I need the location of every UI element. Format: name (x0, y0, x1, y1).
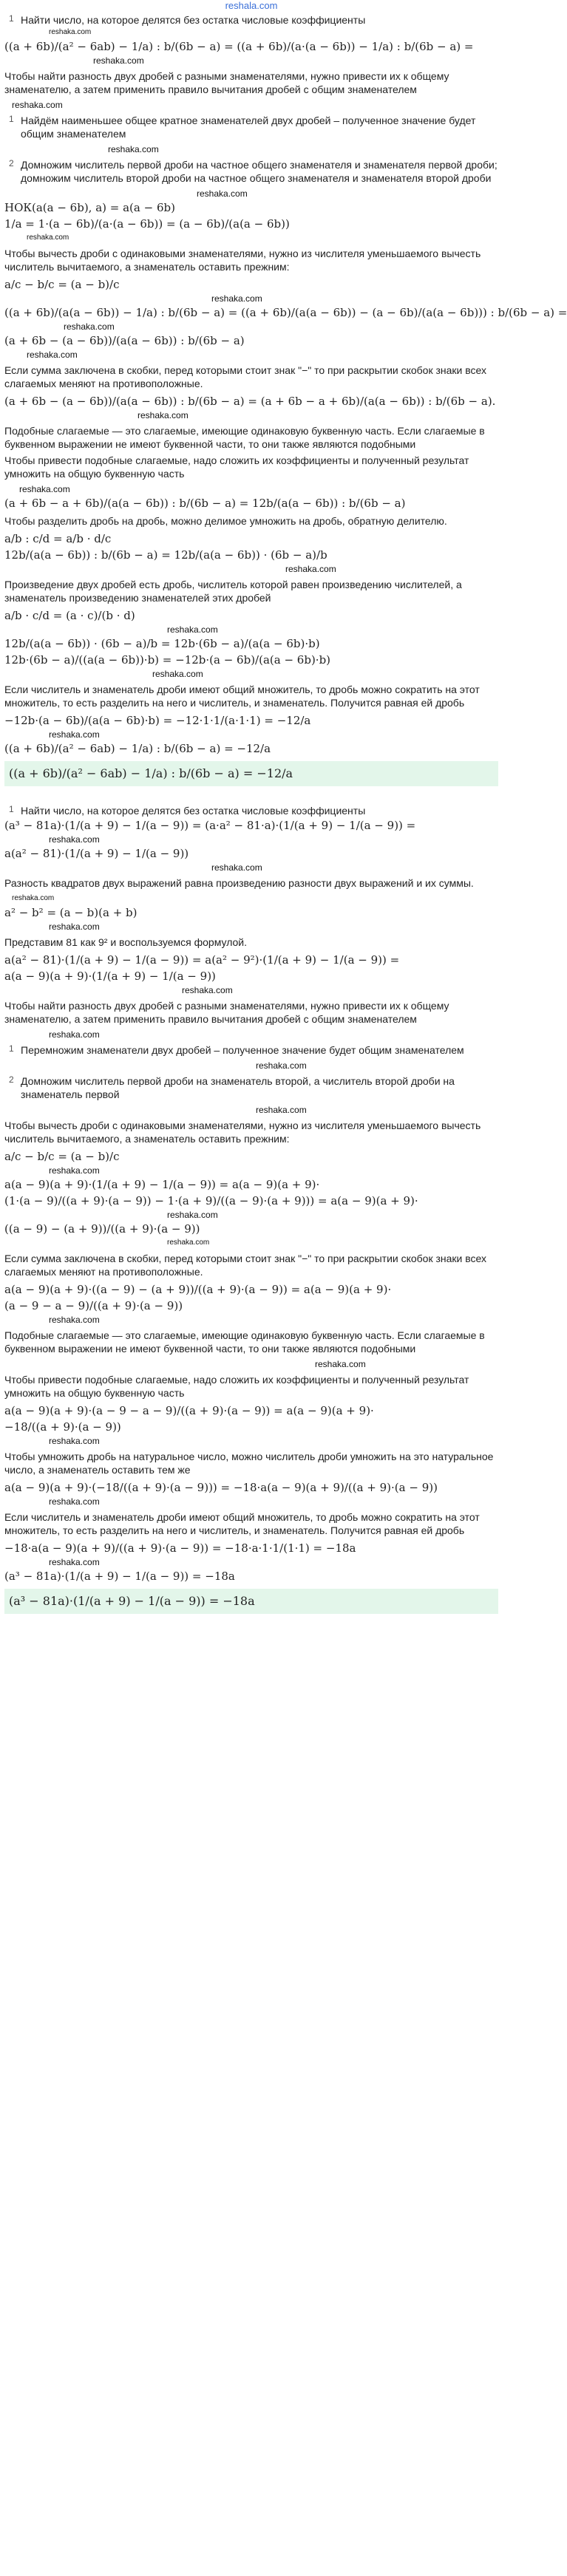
watermark: reshaka.com (49, 1029, 100, 1040)
watermark: reshaka.com (167, 1210, 218, 1220)
watermark: reshaka.com (211, 293, 262, 304)
watermark: reshaka.com (137, 410, 189, 420)
step-text: Домножим числитель первой дроби на частное общего знаменателя и знаменателя первой дроби; домножим числитель второй дроби на частное общего знаменателя и знаменателя второй дроби (21, 159, 498, 184)
step-item (4, 114, 498, 140)
watermark: reshaka.com (315, 1359, 366, 1369)
task-line (4, 804, 498, 817)
watermark: reshaka.com (211, 862, 262, 873)
math-expression: (a + 6b − (a − 6b))/(a(a − 6b)) : b/(6b − a) = (a + 6b − a + 6b)/(a(a − 6b)) : b/(6b − a). (4, 395, 496, 408)
math-expression: ((a + 6b)/(a² − 6ab) − 1/a) : b/(6b − a) = −12/a (4, 742, 271, 755)
math-expression: 1/a = 1·(a − 6b)/(a·(a − 6b)) = (a − 6b)/(a(a − 6b)) (4, 217, 290, 231)
watermark: reshaka.com (27, 350, 78, 360)
step-item (4, 1074, 498, 1101)
math-expression: (1·(a − 9)/((a + 9)·(a − 9)) − 1·(a + 9)/((a − 9)·(a + 9))) = a(a − 9)(a + 9)· (4, 1194, 418, 1207)
math-rule: a/c − b/c = (a − b)/c (4, 1150, 120, 1163)
math-expression: НОК(a(a − 6b), a) = a(a − 6b) (4, 201, 175, 214)
math-expression: a(a − 9)(a + 9)·(1/(a + 9) − 1/(a − 9)) (4, 970, 216, 983)
site-header[interactable]: reshala.com (225, 0, 278, 11)
paragraph: Чтобы разделить дробь на дробь, можно делимое умножить на дробь, обратную делителю. (4, 515, 447, 527)
math-expression: 12b·(6b − a)/((a(a − 6b))·b) = −12b·(a − 6b)/(a(a − 6b)·b) (4, 653, 331, 667)
watermark: reshaka.com (27, 234, 69, 242)
watermark: reshaka.com (108, 144, 159, 154)
watermark: reshaka.com (93, 55, 144, 66)
watermark: reshaka.com (256, 1060, 307, 1071)
math-expression: a(a − 9)(a + 9)·(1/(a + 9) − 1/(a − 9)) = a(a − 9)(a + 9)· (4, 1178, 320, 1191)
watermark: reshaka.com (12, 100, 63, 110)
step-number: 1 (9, 804, 14, 814)
watermark: reshaka.com (197, 188, 248, 199)
watermark: reshaka.com (49, 1496, 100, 1507)
math-expression: (a + 6b − a + 6b)/(a(a − 6b)) : b/(6b − a) = 12b/(a(a − 6b)) : b/(6b − a) (4, 497, 406, 510)
math-expression: (a − 9 − a − 9)/((a + 9)·(a − 9)) (4, 1299, 183, 1312)
answer-box: ((a + 6b)/(a² − 6ab) − 1/a) : b/(6b − a) = −12/a (4, 761, 498, 786)
step-number: 2 (9, 158, 14, 168)
math-expression: −18/((a + 9)·(a − 9)) (4, 1420, 121, 1434)
step-number: 1 (9, 114, 14, 124)
paragraph: Представим 81 как 9² и воспользуемся формулой. (4, 936, 248, 948)
step-text: Перемножим знаменатели двух дробей – полученное значение будет общим знаменателем (21, 1044, 464, 1056)
watermark: reshaka.com (19, 484, 70, 494)
step-number: 1 (9, 13, 14, 24)
paragraph: Если сумма заключена в скобки, перед которыми стоит знак "−" то при раскрытии скобок знаки всех слагаемых меняют на противоположные. (4, 364, 487, 389)
paragraph: Чтобы привести подобные слагаемые, надо сложить их коэффициенты и полученный результат умножить на общую буквенную часть (4, 454, 469, 480)
watermark: reshaka.com (49, 28, 92, 36)
math-expression: (a + 6b − (a − 6b))/(a(a − 6b)) : b/(6b − a) (4, 334, 245, 347)
answer-box: (a³ − 81a)·(1/(a + 9) − 1/(a − 9)) = −18a (4, 1589, 498, 1614)
watermark: reshaka.com (167, 1238, 210, 1247)
math-expression: a(a − 9)(a + 9)·(a − 9 − a − 9)/((a + 9)·(a − 9)) = a(a − 9)(a + 9)· (4, 1404, 374, 1417)
watermark: reshaka.com (167, 624, 218, 635)
watermark: reshaka.com (49, 921, 100, 932)
paragraph: Чтобы умножить дробь на натуральное число, можно числитель дроби умножить на это натуральное число, а знаменатель оставить тем же (4, 1451, 494, 1476)
paragraph: Чтобы вычесть дроби с одинаковыми знаменателями, нужно из числителя уменьшаемого вычесть числитель вычитаемого, а знаменатель оставить прежним: (4, 1120, 481, 1145)
paragraph: Подобные слагаемые — это слагаемые, имеющие одинаковую буквенную часть. Если слагаемые в буквенном выражении не имеют буквенной части, то они также являются подобными (4, 1329, 485, 1355)
math-expression: 12b/(a(a − 6b)) : b/(6b − a) = 12b/(a(a − 6b)) · (6b − a)/b (4, 548, 327, 562)
paragraph: Если числитель и знаменатель дроби имеют общий множитель, то дробь можно сократить на этот множитель, то есть разделить на него и числитель, и знаменатель. Получится равная ей дробь (4, 1511, 480, 1536)
watermark: reshaka.com (64, 321, 115, 332)
paragraph: Если числитель и знаменатель дроби имеют общий множитель, то дробь можно сократить на этот множитель, то есть разделить на него и числитель, и знаменатель. Получится равная ей дробь (4, 684, 480, 709)
math-expression: (a³ − 81a)·(1/(a + 9) − 1/(a − 9)) = −18a (4, 1570, 235, 1583)
paragraph: Если сумма заключена в скобки, перед которыми стоит знак "−" то при раскрытии скобок знаки всех слагаемых меняют на противоположные. (4, 1253, 487, 1278)
solution-content (4, 13, 567, 1618)
paragraph: Чтобы вычесть дроби с одинаковыми знаменателями, нужно из числителя уменьшаемого вычесть числитель вычитаемого, а знаменатель оставить прежним: (4, 248, 481, 273)
math-expression: ((a + 6b)/(a(a − 6b)) − 1/a) : b/(6b − a) = ((a + 6b)/(a(a − 6b)) − (a − 6b)/(a(a − 6b))) : b/(6b − a) = (4, 306, 567, 319)
watermark: reshaka.com (152, 669, 203, 679)
watermark: reshaka.com (49, 1165, 100, 1176)
watermark: reshaka.com (12, 894, 55, 902)
step-item (4, 158, 498, 185)
step-text: Домножим числитель первой дроби на знаменатель второй, а числитель второй дроби на знаменатель первой (21, 1075, 455, 1100)
math-expression: a(a² − 81)·(1/(a + 9) − 1/(a − 9)) (4, 847, 189, 860)
watermark: reshaka.com (49, 834, 100, 845)
paragraph: Чтобы найти разность двух дробей с разными знаменателями, нужно привести их к общему знаменателю, а затем применить правило вычитания дробей с общим знаменателем (4, 1000, 449, 1025)
step-text: Найдём наименьшее общее кратное знаменателей двух дробей – полученное значение будет общим знаменателем (21, 115, 476, 140)
math-rule: a/c − b/c = (a − b)/c (4, 278, 120, 291)
math-expression: ((a − 9) − (a + 9))/((a + 9)·(a − 9)) (4, 1222, 200, 1236)
math-rule: a² − b² = (a − b)(a + b) (4, 906, 137, 919)
math-expression: 12b/(a(a − 6b)) · (6b − a)/b = 12b·(6b − a)/(a(a − 6b)·b) (4, 637, 320, 650)
math-expression: a(a − 9)(a + 9)·((a − 9) − (a + 9))/((a + 9)·(a − 9)) = a(a − 9)(a + 9)· (4, 1283, 392, 1296)
math-expression: −18·a(a − 9)(a + 9)/((a + 9)·(a − 9)) = −18·a·1·1/(1·1) = −18a (4, 1541, 356, 1555)
math-rule: a/b · c/d = (a · c)/(b · d) (4, 609, 135, 622)
task-line (4, 13, 498, 27)
math-expression: ((a + 6b)/(a² − 6ab) − 1/a) : b/(6b − a) = ((a + 6b)/(a·(a − 6b)) − 1/a) : b/(6b − a) = (4, 40, 474, 53)
paragraph: Произведение двух дробей есть дробь, числитель которой равен произведению числителей, а знаменатель произведению знаменателей этих дробей (4, 579, 462, 604)
step-number: 1 (9, 1043, 14, 1054)
math-expression: a(a − 9)(a + 9)·(−18/((a + 9)·(a − 9))) = −18·a(a − 9)(a + 9)/((a + 9)·(a − 9)) (4, 1481, 438, 1494)
paragraph: Чтобы найти разность двух дробей с разными знаменателями, нужно привести их к общему знаменателю, а затем применить правило вычитания дробей с общим знаменателем (4, 70, 449, 95)
watermark: reshaka.com (49, 1315, 100, 1325)
watermark: reshaka.com (49, 1436, 100, 1446)
paragraph: Чтобы привести подобные слагаемые, надо сложить их коэффициенты и полученный результат умножить на общую буквенную часть (4, 1374, 469, 1399)
math-expression: a(a² − 81)·(1/(a + 9) − 1/(a − 9)) = a(a² − 9²)·(1/(a + 9) − 1/(a − 9)) = (4, 953, 400, 967)
task-text: Найти число, на которое делятся без остатка числовые коэффициенты (21, 14, 366, 26)
step-number: 2 (9, 1074, 14, 1085)
watermark: reshaka.com (49, 729, 100, 740)
watermark: reshaka.com (49, 1557, 100, 1567)
paragraph: Разность квадратов двух выражений равна произведению разности двух выражений и их суммы. (4, 877, 474, 889)
math-rule: a/b : c/d = a/b · d/c (4, 532, 112, 545)
watermark: reshaka.com (256, 1105, 307, 1115)
task-text: Найти число, на которое делятся без остатка числовые коэффициенты (21, 805, 366, 817)
math-expression: (a³ − 81a)·(1/(a + 9) − 1/(a − 9)) = (a·a² − 81·a)·(1/(a + 9) − 1/(a − 9)) = (4, 819, 416, 832)
math-expression: −12b·(a − 6b)/(a(a − 6b)·b) = −12·1·1/(a·1·1) = −12/a (4, 714, 311, 727)
step-item (4, 1043, 498, 1057)
paragraph: Подобные слагаемые — это слагаемые, имеющие одинаковую буквенную часть. Если слагаемые в буквенном выражении не имеют буквенной части, то они также являются подобными (4, 425, 485, 450)
watermark: reshaka.com (285, 564, 336, 574)
watermark: reshaka.com (182, 985, 233, 995)
